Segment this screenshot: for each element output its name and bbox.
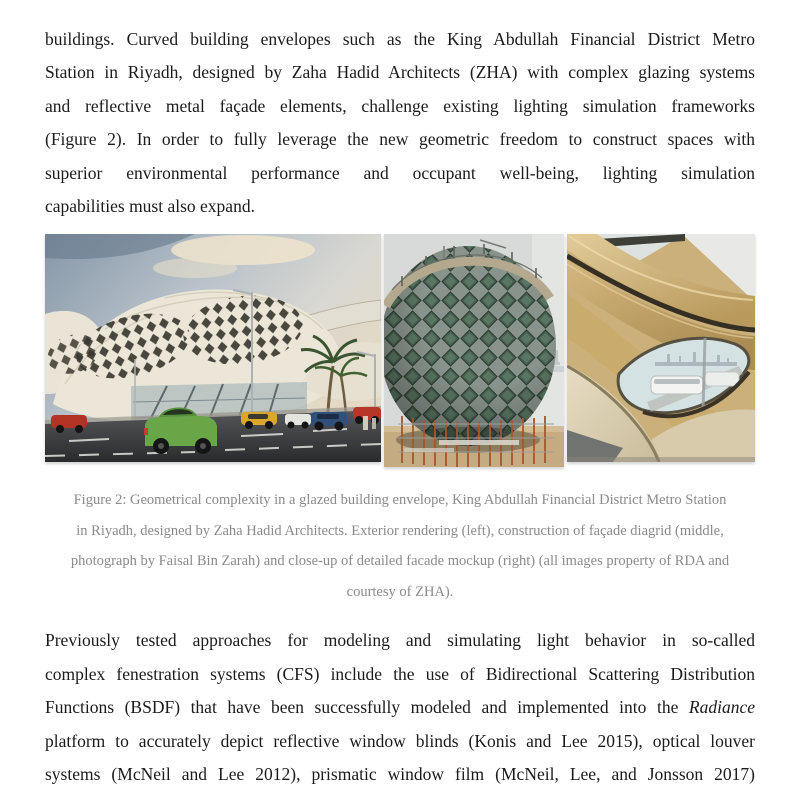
text-line: Previously tested approaches for modeling and simulating light behavior in so-called xyxy=(45,630,755,651)
photo-right-facade-mockup xyxy=(567,234,755,462)
caption-line: photograph by Faisal Bin Zarah) and close-up of detailed facade mockup (right) (all images property of RDA and xyxy=(70,553,730,570)
figure-2 xyxy=(45,234,755,467)
text-segment: Functions (BSDF) that have been successfully modeled and implemented into the xyxy=(45,697,689,718)
text-line: systems (McNeil and Lee 2012), prismatic window film (McNeil, Lee, and Jonsson 2017) xyxy=(45,764,755,785)
paragraph-top xyxy=(0,0,800,223)
text-line: superior environmental performance and occupant well-being, lighting simulation xyxy=(45,162,755,183)
exterior-rendering-illustration xyxy=(45,234,381,462)
text-line: platform to accurately depict reflective window blinds (Konis and Lee 2015), optical louver xyxy=(45,730,755,751)
text-line: and reflective metal façade elements, challenge existing lighting simulation frameworks xyxy=(45,95,755,116)
text-line: capabilities must also expand. xyxy=(45,196,255,217)
paragraph-bottom xyxy=(0,624,800,791)
text-line xyxy=(45,691,755,724)
caption-line: courtesy of ZHA). xyxy=(346,583,454,600)
text-line: (Figure 2). In order to fully leverage the new geometric freedom to construct spaces with xyxy=(45,129,755,150)
caption-line: in Riyadh, designed by Zaha Hadid Architects. Exterior rendering (left), construction of façade diagrid (middle, xyxy=(76,522,724,539)
radiance-italic-text: Radiance xyxy=(688,697,755,718)
photo-middle-facade-construction xyxy=(384,234,564,467)
photo-left-exterior-rendering xyxy=(45,234,381,462)
figure-2-caption xyxy=(45,485,755,607)
text-line: complex fenestration systems (CFS) include the use of Bidirectional Scattering Distribution xyxy=(45,663,755,684)
text-line: buildings. Curved building envelopes such as the King Abdullah Financial District Metro xyxy=(45,29,755,49)
facade-mockup-illustration xyxy=(567,234,755,462)
facade-construction-illustration xyxy=(384,234,564,467)
caption-line: Figure 2: Geometrical complexity in a glazed building envelope, King Abdullah Financial District Metro Station xyxy=(73,492,727,509)
text-line: Station in Riyadh, designed by Zaha Hadid Architects (ZHA) with complex glazing systems xyxy=(45,62,755,83)
